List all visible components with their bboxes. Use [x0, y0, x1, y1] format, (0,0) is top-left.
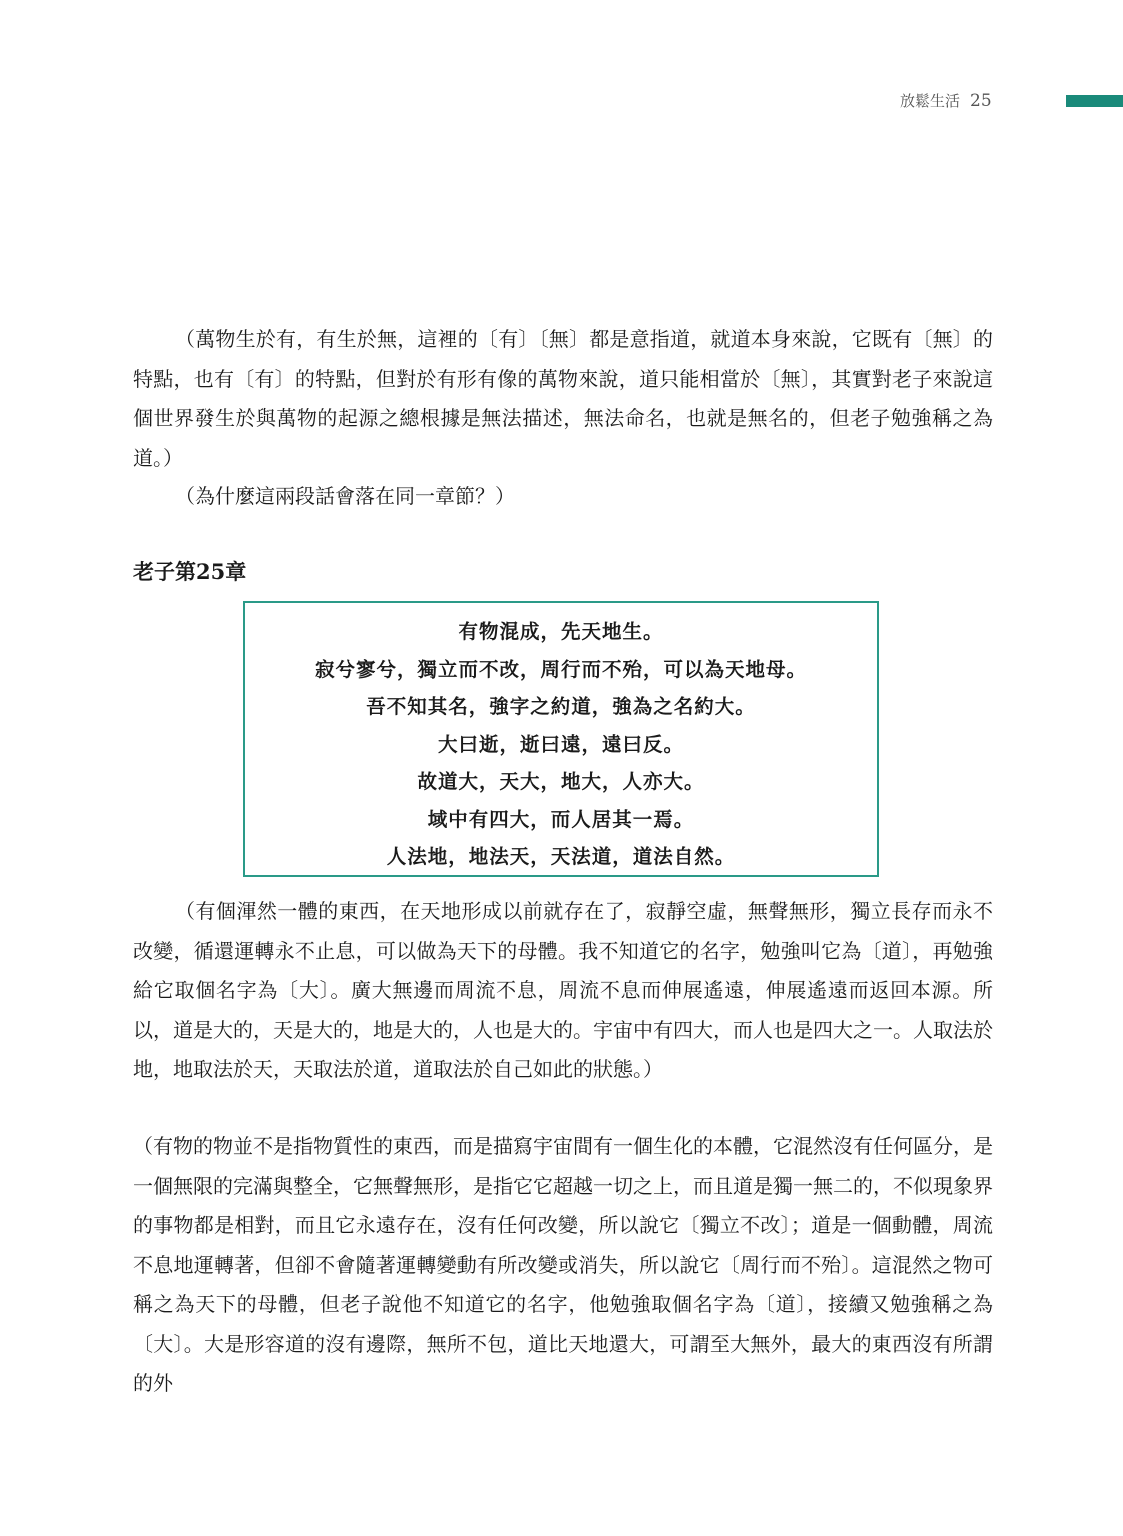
paragraph-3: （有個渾然一體的東西，在天地形成以前就存在了，寂靜空虛，無聲無形，獨立長存而永不改變，循還運轉永不止息，可以做為天下的母體。我不知道它的名字，勉強叫它為〔道〕，再勉強給它取個名字為〔大〕。廣大無邊而周流不息，周流不息而伸展遙遠，伸展遙遠而返回本源。所以，道是大的，天是大的，地是大的，人也是大的。宇宙中有四大，而人也是四大之一。人取法於地，地取法於天，天取法於道，道取法於自己如此的狀態。） — [133, 899, 993, 1081]
running-header — [900, 90, 1020, 114]
quote-line: 域中有四大，而人居其一焉。 — [427, 807, 695, 831]
section-title: 放鬆生活 — [900, 92, 961, 110]
quote-box — [243, 601, 879, 877]
edge-tab-marker — [1066, 95, 1123, 107]
paragraph-1: （萬物生於有，有生於無，這裡的〔有〕〔無〕都是意指道，就道本身來說，它既有〔無〕的特點，也有〔有〕的特點，但對於有形有像的萬物來說，道只能相當於〔無〕，其實對老子來說這個世界發生於與萬物的起源之總根據是無法描述，無法命名，也就是無名的，但老子勉強稱之為道。） — [133, 327, 993, 470]
quote-line: 寂兮寥兮，獨立而不改，周行而不殆，可以為天地母。 — [314, 657, 807, 681]
quote-line: 吾不知其名，強字之約道，強為之名約大。 — [366, 695, 756, 718]
page-number: 25 — [970, 91, 992, 111]
paragraph-4: （有物的物並不是指物質性的東西，而是描寫宇宙間有一個生化的本體，它混然沒有任何區分，是一個無限的完滿與整全，它無聲無形，是指它它超越一切之上，而且道是獨一無二的，不似現象界的事物都是相對，而且它永遠存在，沒有任何改變，所以說它〔獨立不改〕；道是一個動體，周流不息地運轉著，但卻不會隨著運轉變動有所改變或消失，所以說它〔周行而不殆〕。這混然之物可稱之為天下的母體，但老子說他不知道它的名字，他勉強取個名字為〔道〕，接續又勉強稱之為〔大〕。大是形容道的沒有邊際，無所不包，道比天地還大，可謂至大無外，最大的東西沒有所謂的外 — [133, 1134, 993, 1395]
quote-lines — [245, 603, 877, 876]
quote-line: 大曰逝，逝曰遠，遠曰反。 — [437, 732, 684, 756]
quote-line: 人法地，地法天，天法道，道法自然。 — [386, 845, 736, 868]
chapter-title: 老子第25章 — [133, 559, 247, 584]
quote-line: 有物混成，先天地生。 — [458, 620, 664, 643]
quote-line: 故道大，天大，地大，人亦大。 — [417, 770, 705, 793]
paragraph-2: （為什麼這兩段話會落在同一章節？） — [175, 484, 515, 508]
